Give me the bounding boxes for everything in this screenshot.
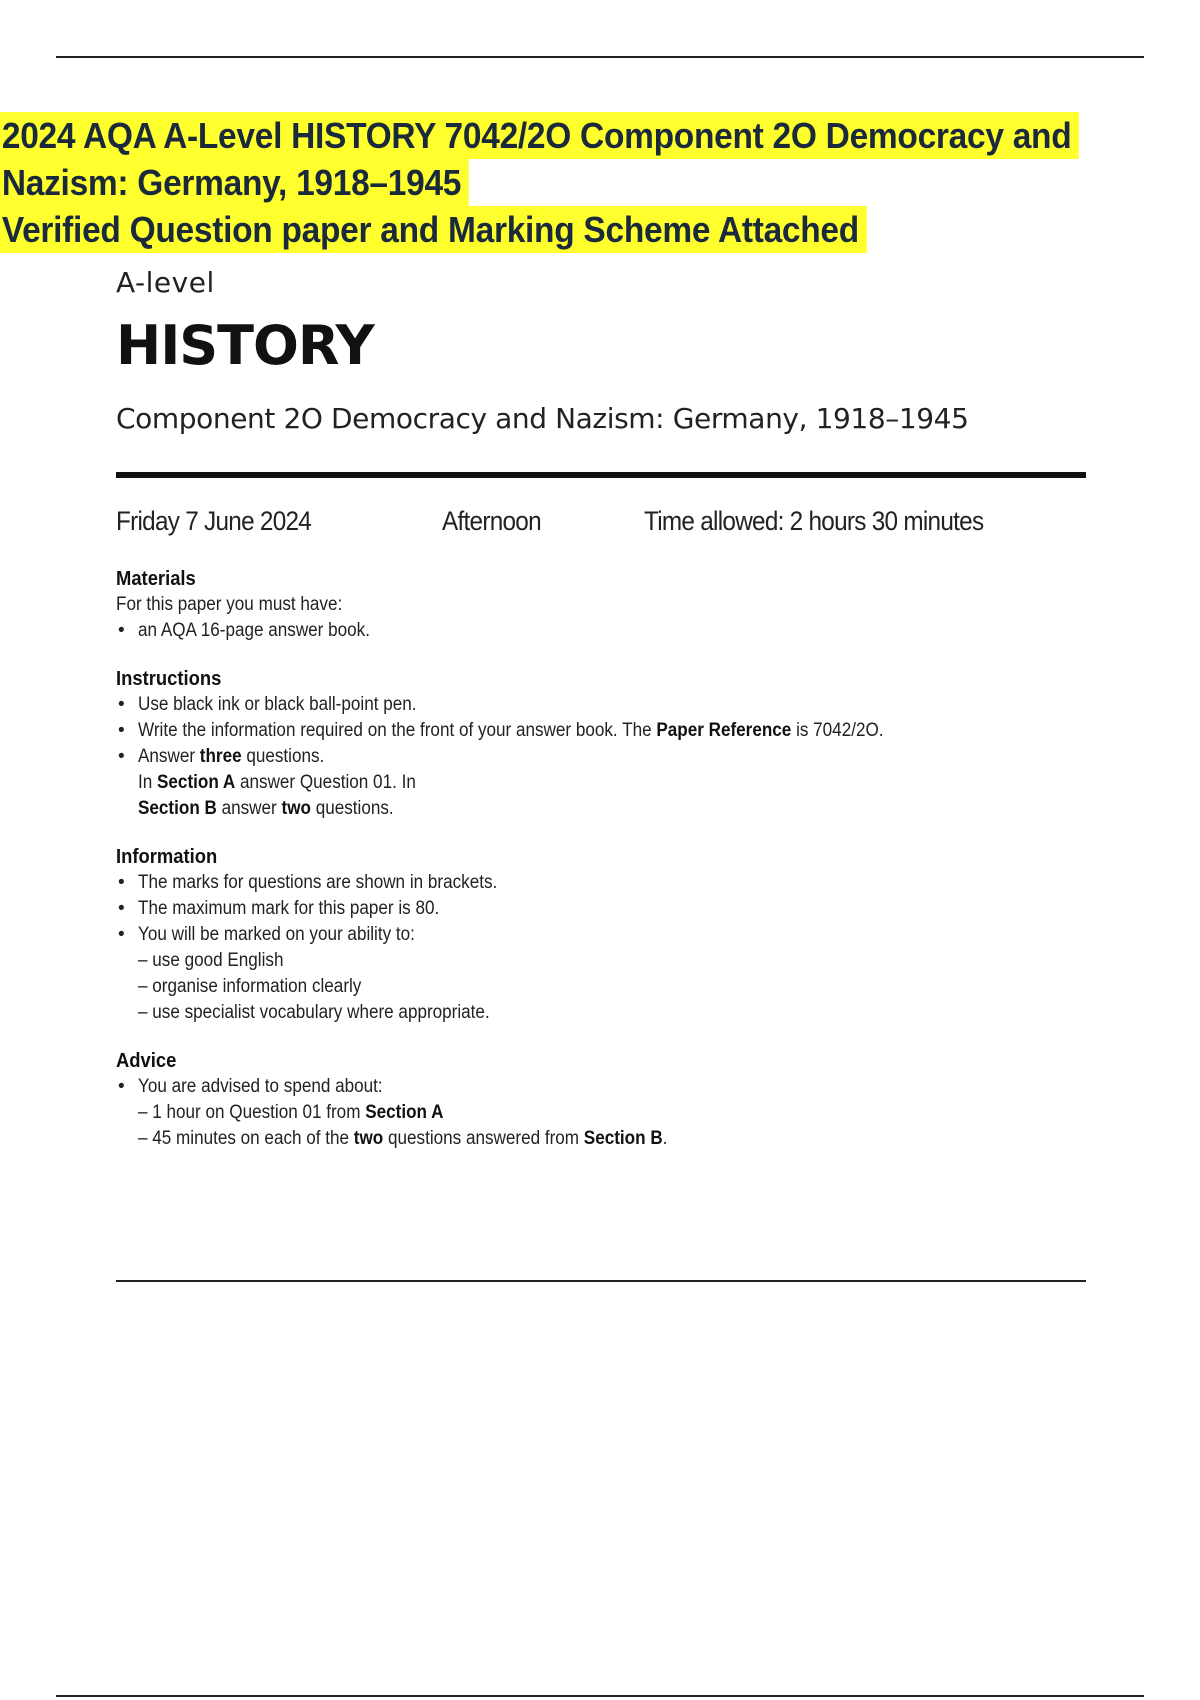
information-section: [116, 844, 1086, 1026]
list-subline: – 45 minutes on each of the two questions answered from Section B.: [138, 1128, 668, 1149]
list-subline: – use good English: [138, 950, 284, 971]
list-item: • Use black ink or black ball-point pen.: [116, 692, 1086, 718]
exam-date: Friday 7 June 2024: [116, 506, 312, 536]
list-item: • The marks for questions are shown in brackets.: [116, 870, 1086, 896]
materials-heading: Materials: [116, 568, 196, 590]
list-subline: – 1 hour on Question 01 from Section A: [138, 1102, 444, 1123]
bullet-icon: •: [118, 720, 125, 741]
list-subline: – use specialist vocabulary where appropriate.: [138, 1002, 490, 1023]
header-divider: [116, 472, 1086, 478]
list-subline: – organise information clearly: [138, 976, 362, 997]
information-heading: Information: [116, 846, 218, 868]
list-item: • The maximum mark for this paper is 80.: [116, 896, 1086, 922]
list-subline: In Section A answer Question 01. In: [138, 772, 416, 793]
time-allowed: Time allowed: 2 hours 30 minutes: [644, 506, 984, 536]
instructions-heading: Instructions: [116, 668, 222, 690]
instructions-section: [116, 666, 1086, 822]
exam-session: Afternoon: [442, 506, 541, 536]
banner-line-1: 2024 AQA A-Level HISTORY 7042/2O Component 2O Democracy and: [0, 112, 1079, 159]
bullet-icon: •: [118, 694, 125, 715]
advice-heading: Advice: [116, 1050, 177, 1072]
bullet-icon: •: [118, 746, 125, 767]
materials-section: [116, 566, 1086, 644]
bullet-icon: •: [118, 898, 125, 919]
bullet-icon: •: [118, 620, 125, 641]
title-banner: [0, 112, 1140, 253]
advice-section: [116, 1048, 1086, 1152]
bullet-icon: •: [118, 924, 125, 945]
list-subline: Section B answer two questions.: [138, 798, 394, 819]
list-item: • an AQA 16-page answer book.: [116, 618, 1086, 644]
bullet-icon: •: [118, 1076, 125, 1097]
qualification-level: A-level: [116, 266, 215, 299]
bottom-rule: [56, 1695, 1144, 1697]
list-item: • You will be marked on your ability to:: [116, 922, 1086, 948]
component-title: Component 2O Democracy and Nazism: Germany, 1918–1945: [116, 402, 969, 435]
banner-line-2: Nazism: Germany, 1918–1945: [0, 159, 469, 206]
materials-intro: For this paper you must have:: [116, 594, 343, 615]
bullet-icon: •: [118, 872, 125, 893]
list-item: • Write the information required on the front of your answer book. The Paper Reference is 7042/2O.: [116, 718, 1086, 744]
list-item: • Answer three questions.: [116, 744, 1086, 770]
subject-title: HISTORY: [116, 314, 374, 377]
list-item: • You are advised to spend about:: [116, 1074, 1086, 1100]
top-rule: [56, 56, 1144, 58]
footer-divider: [116, 1280, 1086, 1282]
banner-line-3: Verified Question paper and Marking Scheme Attached: [0, 206, 866, 253]
cover-sections: [116, 566, 1086, 1174]
